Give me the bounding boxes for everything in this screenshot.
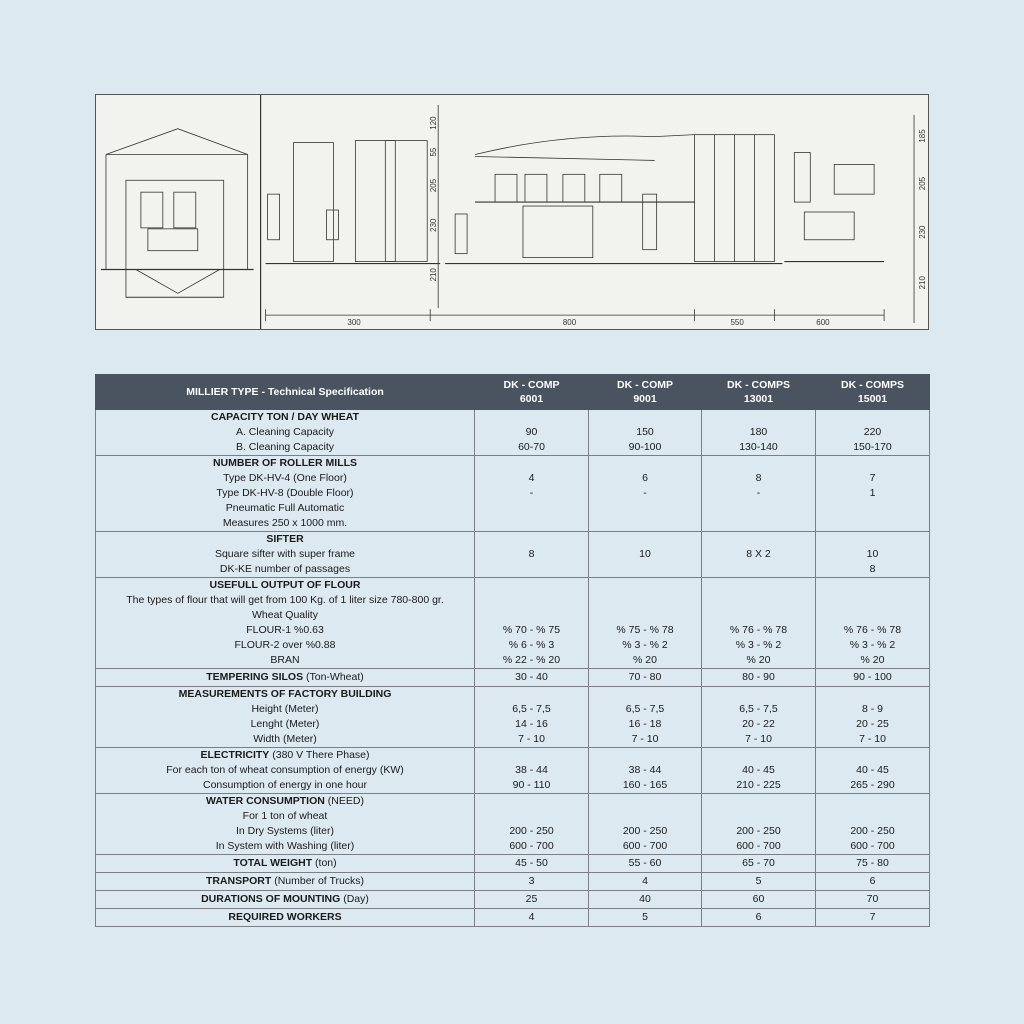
table-row	[96, 891, 930, 909]
spec-label-line: A. Cleaning Capacity	[235, 426, 335, 438]
table-row	[96, 748, 930, 794]
spec-label-line: Square sifter with super frame	[214, 548, 356, 560]
spec-label-line: Lenght (Meter)	[250, 718, 320, 730]
spec-value	[475, 562, 588, 577]
spec-label-line: NUMBER OF ROLLER MILLS	[212, 457, 358, 469]
table-row	[96, 532, 930, 578]
spec-value	[589, 532, 701, 547]
spec-value	[589, 748, 701, 763]
spec-value	[475, 516, 588, 531]
spec-value: % 20	[633, 654, 657, 666]
spec-value	[702, 516, 815, 531]
spec-value: 6	[869, 875, 876, 887]
spec-value: % 3 - % 2	[849, 639, 896, 651]
table-row	[96, 456, 930, 532]
spec-value	[816, 501, 929, 516]
spec-value: 220	[863, 426, 882, 438]
spec-value	[816, 578, 929, 593]
spec-value: 75 - 80	[856, 857, 889, 869]
spec-value-cell	[816, 669, 930, 687]
spec-value: 150	[636, 426, 654, 438]
spec-label-line: Measures 250 x 1000 mm.	[222, 517, 348, 529]
spec-label-cell	[96, 891, 475, 909]
spec-label-line: For each ton of wheat consumption of energy (KW)	[166, 764, 404, 776]
spec-value	[589, 593, 701, 608]
spec-value	[702, 608, 815, 623]
spec-value-cell	[816, 578, 930, 669]
table-row	[96, 410, 930, 456]
spec-value: 200 - 250	[850, 825, 895, 837]
dim-left-5: 210	[429, 268, 439, 282]
spec-value	[702, 578, 815, 593]
spec-label-line: Type DK-HV-4 (One Floor)	[223, 472, 347, 484]
spec-value-cell	[816, 794, 930, 855]
dim-left-3: 205	[429, 178, 439, 193]
spec-value: 200 - 250	[509, 825, 554, 837]
table-row	[96, 794, 930, 855]
spec-value: 1	[869, 487, 876, 499]
dim-right-1: 185	[917, 129, 928, 143]
spec-label-cell	[96, 687, 475, 748]
spec-value: 6	[755, 911, 762, 923]
dim-left-1: 120	[429, 116, 439, 130]
spec-value: 40 - 45	[742, 764, 775, 776]
spec-value-cell	[702, 410, 816, 456]
spec-value: % 3 - % 2	[622, 639, 668, 651]
spec-value: 40 - 45	[856, 764, 889, 776]
spec-value	[816, 794, 929, 809]
spec-value	[589, 562, 701, 577]
spec-value	[816, 608, 929, 623]
spec-value	[702, 562, 815, 577]
spec-value-cell	[702, 669, 816, 687]
spec-value: 60	[752, 893, 765, 905]
spec-value: 90 - 110	[512, 779, 551, 791]
spec-value: 5	[642, 911, 648, 923]
spec-label-line: Width (Meter)	[253, 733, 317, 745]
spec-value	[702, 532, 815, 547]
spec-value: 70 - 80	[628, 671, 662, 683]
spec-label-line: Wheat Quality	[252, 609, 318, 621]
spec-value	[475, 687, 588, 702]
spec-value	[816, 456, 929, 471]
spec-label-cell	[96, 748, 475, 794]
spec-value-cell	[816, 456, 930, 532]
spec-value	[589, 516, 701, 531]
spec-value	[589, 410, 701, 425]
spec-value	[816, 516, 929, 531]
spec-value: % 20	[860, 654, 885, 666]
spec-value-cell	[475, 578, 589, 669]
header-model-2: DK - COMP 9001	[589, 375, 702, 410]
spec-label-cell	[96, 578, 475, 669]
spec-value: 14 - 16	[515, 718, 548, 730]
spec-value	[589, 456, 701, 471]
technical-spec-table	[95, 374, 930, 927]
spec-value: % 75 - % 78	[616, 624, 674, 636]
spec-value-cell	[475, 748, 589, 794]
spec-value: % 76 - % 78	[729, 624, 788, 636]
spec-value-cell	[702, 578, 816, 669]
dim-right-3: 230	[917, 225, 928, 239]
spec-value	[475, 593, 588, 608]
table-header-row	[96, 375, 930, 410]
spec-value: 6,5 - 7,5	[739, 703, 778, 715]
spec-value: 40	[639, 893, 651, 905]
spec-label-cell	[96, 909, 475, 927]
spec-label-line: CAPACITY TON / DAY WHEAT	[211, 411, 359, 423]
spec-label-line: Type DK-HV-8 (Double Floor)	[216, 487, 354, 499]
spec-value: 25	[525, 893, 538, 905]
spec-value: 5	[755, 875, 762, 887]
spec-label-line: REQUIRED WORKERS	[228, 911, 342, 923]
drawing-svg	[96, 95, 928, 329]
dim-left-4: 230	[429, 218, 439, 232]
spec-value: 8 X 2	[746, 548, 771, 560]
spec-value: 600 - 700	[736, 840, 781, 852]
dim-left-2: 55	[429, 147, 439, 157]
spec-value-cell	[589, 532, 702, 578]
spec-value: -	[756, 487, 761, 499]
header-model-3: DK - COMPS 13001	[702, 375, 816, 410]
spec-value	[475, 501, 588, 516]
spec-label-line: Consumption of energy in one hour	[202, 779, 368, 791]
spec-label-line: USEFULL OUTPUT OF FLOUR	[209, 579, 361, 591]
header-model-1: DK - COMP 6001	[475, 375, 589, 410]
spec-value	[589, 794, 701, 809]
spec-value-cell	[702, 794, 816, 855]
spec-label-line: FLOUR-2 over %0.88	[234, 639, 336, 651]
spec-value-cell	[816, 410, 930, 456]
spec-value-cell	[475, 909, 589, 927]
spec-value-cell	[702, 456, 816, 532]
spec-value-cell	[702, 687, 816, 748]
spec-value: 80 - 90	[742, 671, 775, 683]
table-row	[96, 855, 930, 873]
dim-bottom-4: 600	[816, 318, 830, 328]
spec-label-line: TEMPERING SILOS (Ton-Wheat)	[206, 671, 364, 683]
spec-value-cell	[589, 578, 702, 669]
spec-value	[475, 410, 588, 425]
factory-technical-drawing	[95, 94, 929, 330]
spec-value: 8	[869, 563, 876, 575]
spec-value	[475, 608, 588, 623]
spec-label-line: For 1 ton of wheat	[242, 810, 328, 822]
spec-value: 7 - 10	[745, 733, 772, 745]
dim-bottom-2: 800	[562, 318, 577, 328]
spec-value: 130-140	[739, 441, 778, 453]
spec-value: 4	[528, 911, 535, 923]
spec-value	[702, 593, 815, 608]
spec-label-line: B. Cleaning Capacity	[235, 441, 335, 453]
spec-value: 600 - 700	[850, 840, 895, 852]
spec-value: 8	[755, 472, 762, 484]
spec-value-cell	[589, 873, 702, 891]
spec-value-cell	[475, 456, 589, 532]
spec-value	[475, 578, 588, 593]
spec-label-line: WATER CONSUMPTION (NEED)	[206, 795, 364, 807]
spec-value: 7	[869, 911, 876, 923]
spec-value-cell	[589, 909, 702, 927]
spec-value: 30 - 40	[515, 671, 548, 683]
spec-label-line: BRAN	[270, 654, 300, 666]
spec-value	[589, 501, 701, 516]
table-row	[96, 909, 930, 927]
spec-value: % 6 - % 3	[508, 639, 555, 651]
spec-label-line: DURATIONS OF MOUNTING (Day)	[201, 893, 369, 905]
spec-value: 600 - 700	[622, 840, 668, 852]
spec-value	[816, 532, 929, 547]
spec-label-line: TRANSPORT (Number of Trucks)	[205, 875, 365, 887]
spec-value-cell	[589, 794, 702, 855]
spec-value-cell	[475, 532, 589, 578]
spec-value: 7 - 10	[859, 733, 886, 745]
spec-value: 600 - 700	[509, 840, 554, 852]
spec-value-cell	[475, 794, 589, 855]
spec-value-cell	[816, 891, 930, 909]
spec-value: 8 - 9	[861, 703, 883, 715]
spec-value	[816, 593, 929, 608]
spec-value-cell	[589, 748, 702, 794]
dim-right-2: 205	[917, 176, 928, 191]
table-body	[96, 410, 930, 927]
spec-value-cell	[475, 687, 589, 748]
spec-value-cell	[589, 669, 702, 687]
spec-label-line: TOTAL WEIGHT (ton)	[233, 857, 337, 869]
spec-value-cell	[816, 532, 930, 578]
spec-value	[702, 748, 815, 763]
spec-value: 7	[869, 472, 876, 484]
spec-value-cell	[475, 410, 589, 456]
spec-label-cell	[96, 669, 475, 687]
spec-value	[475, 809, 588, 824]
spec-value	[589, 578, 701, 593]
spec-value: % 3 - % 2	[735, 639, 782, 651]
spec-label-cell	[96, 873, 475, 891]
spec-value-cell	[816, 855, 930, 873]
spec-value-cell	[589, 456, 702, 532]
spec-value-cell	[702, 891, 816, 909]
spec-label-cell	[96, 532, 475, 578]
header-label: MILLIER TYPE - Technical Specification	[96, 375, 475, 410]
spec-value: 10	[866, 548, 879, 560]
spec-value-cell	[475, 873, 589, 891]
spec-label-cell	[96, 410, 475, 456]
spec-value	[475, 748, 588, 763]
spec-value: 7 - 10	[518, 733, 545, 745]
spec-label-line: ELECTRICITY (380 V There Phase)	[200, 749, 370, 761]
spec-value: 6,5 - 7,5	[625, 703, 665, 715]
spec-value	[702, 410, 815, 425]
spec-value: -	[643, 487, 647, 499]
spec-value: 55 - 60	[628, 857, 662, 869]
spec-value: 38 - 44	[628, 764, 662, 776]
table-row	[96, 578, 930, 669]
spec-value	[589, 608, 701, 623]
spec-value-cell	[702, 873, 816, 891]
spec-value: 45 - 50	[515, 857, 548, 869]
spec-value-cell	[589, 687, 702, 748]
spec-value: 200 - 250	[736, 825, 781, 837]
spec-value: % 70 - % 75	[502, 624, 561, 636]
table-row	[96, 873, 930, 891]
spec-label-line: FLOUR-1 %0.63	[246, 624, 324, 636]
spec-value-cell	[589, 410, 702, 456]
spec-value	[816, 687, 929, 702]
spec-value	[702, 809, 815, 824]
spec-value: 20 - 25	[856, 718, 889, 730]
spec-value-cell	[475, 855, 589, 873]
spec-value-cell	[475, 669, 589, 687]
spec-value: 3	[528, 875, 535, 887]
spec-value	[816, 410, 929, 425]
spec-value	[475, 794, 588, 809]
spec-value	[702, 687, 815, 702]
spec-value-cell	[589, 891, 702, 909]
spec-value-cell	[816, 909, 930, 927]
spec-value-cell	[589, 855, 702, 873]
spec-label-line: MEASUREMENTS OF FACTORY BUILDING	[178, 688, 392, 700]
spec-value: -	[529, 487, 534, 499]
spec-value: 4	[642, 875, 648, 887]
spec-value: 200 - 250	[622, 825, 668, 837]
spec-value-cell	[702, 748, 816, 794]
spec-value: 16 - 18	[628, 718, 662, 730]
spec-value-cell	[702, 532, 816, 578]
spec-value: 8	[528, 548, 535, 560]
spec-value: 6,5 - 7,5	[512, 703, 551, 715]
dim-bottom-1: 300	[347, 318, 361, 328]
spec-value: 70	[866, 893, 879, 905]
spec-value: 10	[639, 548, 651, 560]
spec-value	[816, 748, 929, 763]
spec-value-cell	[816, 687, 930, 748]
spec-value: % 76 - % 78	[843, 624, 902, 636]
spec-value-cell	[702, 855, 816, 873]
spec-value: 210 - 225	[736, 779, 781, 791]
spec-value: 6	[642, 472, 648, 484]
spec-value: 60-70	[518, 441, 545, 453]
spec-value: 180	[749, 426, 768, 438]
spec-value: % 20	[746, 654, 771, 666]
spec-value-cell	[702, 909, 816, 927]
spec-value	[589, 687, 701, 702]
spec-value: % 22 - % 20	[502, 654, 561, 666]
table-row	[96, 687, 930, 748]
spec-value: 90-100	[628, 441, 662, 453]
spec-label-cell	[96, 794, 475, 855]
dim-bottom-3: 550	[730, 318, 744, 328]
spec-value: 160 - 165	[622, 779, 668, 791]
spec-value	[475, 456, 588, 471]
spec-value	[702, 456, 815, 471]
spec-label-line: Pneumatic Full Automatic	[225, 502, 345, 514]
spec-value-cell	[816, 873, 930, 891]
spec-value	[702, 794, 815, 809]
spec-value-cell	[475, 891, 589, 909]
spec-value: 65 - 70	[742, 857, 775, 869]
spec-label-cell	[96, 855, 475, 873]
spec-value	[475, 532, 588, 547]
spec-value: 38 - 44	[515, 764, 548, 776]
header-model-4: DK - COMPS 15001	[816, 375, 930, 410]
spec-value	[702, 501, 815, 516]
spec-label-cell	[96, 456, 475, 532]
dim-right-4: 210	[917, 276, 928, 290]
spec-label-line: Height (Meter)	[251, 703, 319, 715]
spec-value	[589, 809, 701, 824]
spec-value: 7 - 10	[631, 733, 659, 745]
spec-value: 4	[528, 472, 535, 484]
spec-value-cell	[816, 748, 930, 794]
spec-value: 90	[525, 426, 538, 438]
spec-label-line: In System with Washing (liter)	[215, 840, 355, 852]
spec-value: 90 - 100	[853, 671, 892, 683]
spec-label-line: DK-KE number of passages	[219, 563, 351, 575]
spec-label-line: SIFTER	[266, 533, 304, 545]
spec-value: 150-170	[853, 441, 892, 453]
spec-value	[816, 809, 929, 824]
spec-label-line: The types of flour that will get from 100 Kg. of 1 liter size 780-800 gr.	[126, 594, 444, 606]
spec-label-line: In Dry Systems (liter)	[235, 825, 334, 837]
spec-value: 265 - 290	[850, 779, 895, 791]
spec-value: 20 - 22	[742, 718, 775, 730]
table-row	[96, 669, 930, 687]
